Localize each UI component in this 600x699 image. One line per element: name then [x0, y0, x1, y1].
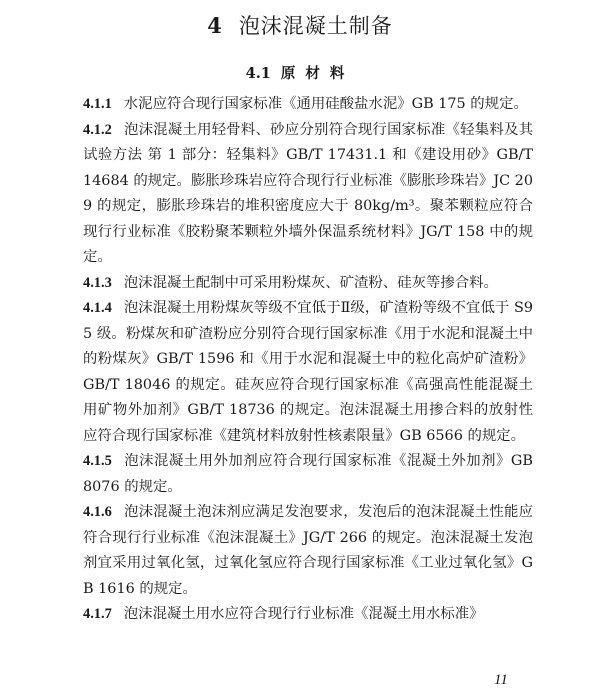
section-number: 4.1 — [245, 65, 271, 82]
clause-number: 4.1.3 — [83, 274, 112, 291]
clause-number: 4.1.2 — [83, 121, 112, 138]
clause-4-1-4 — [83, 296, 533, 449]
clause-text: 泡沫混凝土用水应符合现行行业标准《混凝土用水标准》 — [123, 606, 484, 622]
clause-4-1-6 — [83, 500, 533, 602]
chapter-title — [0, 10, 600, 40]
clause-4-1-2 — [83, 118, 533, 271]
clause-text: 泡沫混凝土用粉煤灰等级不宜低于Ⅱ级，矿渣粉等级不宜低于 S95 级。粉煤灰和矿渣粉应分别符合现行国家标准《用于水泥和混凝土中的粉煤灰》GB/T 1596 和《用于水泥和混凝土中的粒化高炉矿渣粉》GB/T 18046 的规定。硅灰应符合现行国家标准《高强高性能混凝土用矿物外加剂》GB/T 18736 的规定。泡沫混凝土用掺合料的放射性应符合现行国家标准《建筑材料放射性核素限量》GB 6566 的规定。 — [83, 300, 533, 444]
page-number: 11 — [494, 672, 508, 688]
clause-number: 4.1.6 — [83, 504, 112, 520]
clause-text: 泡沫混凝土用外加剂应符合现行国家标准《混凝土外加剂》GB 8076 的规定。 — [83, 453, 533, 495]
section-title — [0, 62, 600, 83]
chapter-number: 4 — [207, 13, 223, 38]
clause-text: 泡沫混凝土用轻骨料、砂应分别符合现行国家标准《轻集料及其试验方法 第 1 部分：轻集料》GB/T 17431.1 和《建设用砂》GB/T 14684 的规定。膨胀珍珠岩应符合现行行业标准《膨胀珍珠岩》JC 209 的规定，膨胀珍珠岩的堆积密度应大于 80kg/m³。聚苯颗粒应符合现行行业标准《胶粉聚苯颗粒外墙外保温系统材料》JG/T 158 中的规定。 — [83, 121, 533, 265]
section-title-text: 原材料 — [280, 65, 355, 82]
clause-text: 泡沫混凝土泡沫剂应满足发泡要求，发泡后的泡沫混凝土性能应符合现行行业标准《泡沫混凝土》JG/T 266 的规定。泡沫混凝土发泡剂宜采用过氧化氢，过氧化氢应符合现行国家标准《工业过氧化氢》GB 1616 的规定。 — [83, 504, 533, 597]
clause-number: 4.1.7 — [83, 606, 112, 622]
clause-number: 4.1.1 — [83, 96, 112, 112]
clause-text: 泡沫混凝土配制中可采用粉煤灰、矿渣粉、硅灰等掺合料。 — [123, 274, 498, 291]
clause-list — [83, 92, 533, 628]
clause-4-1-5 — [83, 449, 533, 500]
clause-text: 水泥应符合现行国家标准《通用硅酸盐水泥》GB 175 的规定。 — [123, 96, 528, 112]
clause-number: 4.1.4 — [83, 300, 112, 316]
clause-4-1-7 — [83, 602, 533, 628]
clause-4-1-3 — [83, 271, 533, 297]
clause-4-1-1 — [83, 92, 533, 118]
chapter-title-text: 泡沫混凝土制备 — [238, 14, 393, 38]
clause-number: 4.1.5 — [83, 453, 112, 469]
